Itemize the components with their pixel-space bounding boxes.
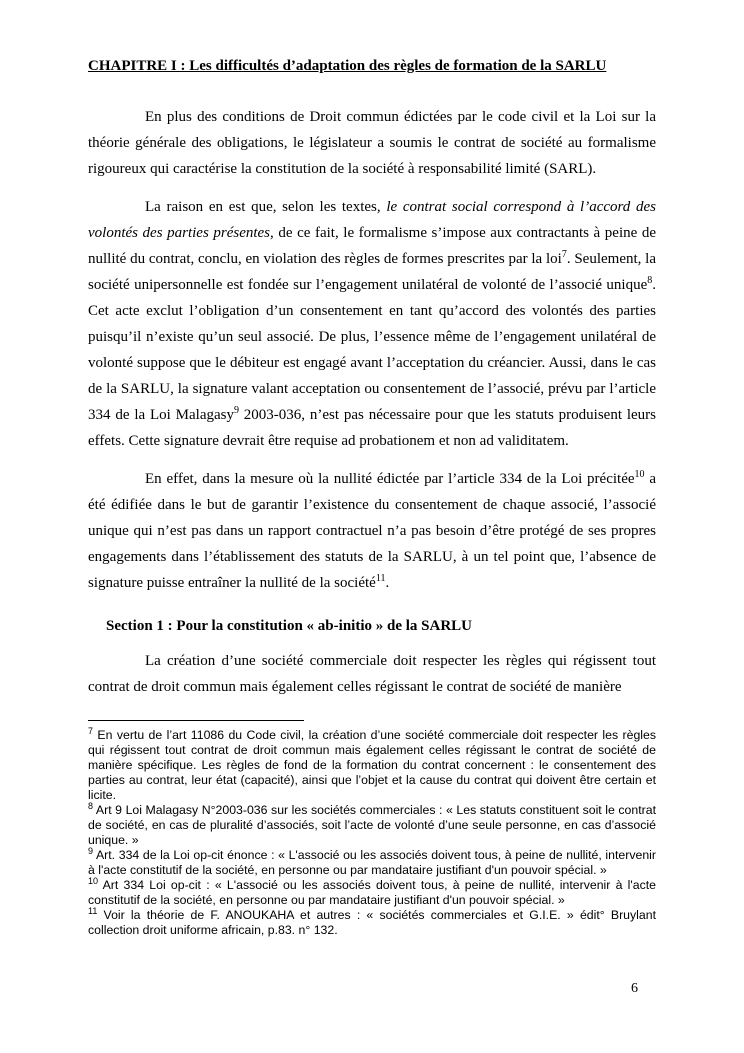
footnote-ref-10: 10 [634,469,645,480]
text-run: La raison en est que, selon les textes, [145,199,387,215]
footnote-ref-9: 9 [233,405,239,416]
section-title: Section 1 : Pour la constitution « ab-initio » de la SARLU [106,618,472,634]
footnote-ref-7: 7 [561,249,567,260]
text-run: . Seulement, la société unipersonnelle est fondée sur l’engagement unilatéral de volonté de l’associé unique [88,251,656,293]
paragraph [88,466,656,596]
footnote-separator [88,720,304,721]
text-run: La création d’une société commerciale doit respecter les règles qui régissent tout contrat de droit commun mais également celles régissant le contrat de société de manière [88,653,656,695]
text-run: En effet, dans la mesure où la nullité édictée par l’article 334 de la Loi précitée [145,471,635,487]
text-run-italic: le contrat social correspond à l’accord des volontés des parties présentes [88,199,656,241]
chapter-title: CHAPITRE I : Les difficultés d’adaptation des règles de formation de la SARLU [88,58,607,74]
page-number: 6 [631,981,638,996]
footnote-text: Art 9 Loi Malagasy N°2003-036 sur les sociétés commerciales : « Les statuts constituent soit le contrat de société, en cas de pluralité d’associés, soit l’acte de volonté d’une seule personne, en cas d’associé unique. » [88,803,656,847]
text-run: . [385,575,390,591]
footnote [88,875,656,908]
footnote-number: 9 [88,845,94,856]
footnote-number: 10 [88,875,99,886]
text-run: , de ce fait, le formalisme s’impose aux contractants à peine de nullité du contrat, conclu, en violation des règles de formes prescrites par la loi [88,225,657,267]
footnote-text: Art 334 Loi op-cit : « L'associé ou les associés doivent tous, à peine de nullité, intervenir à l'acte constitutif de la société, en personne ou par mandataire justifiant d'un pouvoir spécial. » [88,878,656,907]
footnote-number: 11 [88,905,98,916]
paragraph [88,104,656,182]
footnote [88,800,656,848]
footnotes-section [88,720,656,938]
footnote [88,725,656,803]
footnote-text: Voir la théorie de F. ANOUKAHA et autres : « sociétés commerciales et G.I.E. » édit° Bruylant collection droit uniforme africain, p.83. n° 132. [88,908,656,937]
footnote [88,845,656,878]
text-run: En plus des conditions de Droit commun édictées par le code civil et la Loi sur la théorie générale des obligations, le législateur a soumis le contrat de société au formalisme rigoureux qui caractérise la constitution de la société à responsabilité limité (SARL). [88,109,656,177]
text-run: a été édifiée dans le but de garantir l’existence du consentement de chaque associé, l’associé unique qui n’est pas dans un rapport contractuel n’a pas besoin d’être protégé de ses propres engagements dans l’établissement des statuts de la SARLU, à un tel point que, l’absence de signature puisse entraîner la nullité de la société [88,471,656,591]
footnote-number: 7 [88,725,94,736]
footnote-ref-11: 11 [375,573,386,584]
footnote [88,905,656,938]
paragraph [88,648,656,700]
text-run: 2003-036, n’est pas nécessaire pour que les statuts produisent leurs effets. Cette signature devrait être requise ad probationem et non ad validitatem. [88,407,656,449]
footnote-ref-8: 8 [647,275,653,286]
footnote-text: En vertu de l’art 11086 du Code civil, la création d’une société commerciale doit respecter les règles qui régissent tout contrat de droit commun mais également celles régissant le contrat de société de manière spécifique. Les règles de fond de la formation du contrat concernent : le consentement des parties au contrat, leur état (capacité), ainsi que l’objet et la cause du contrat qui doivent être certain et licite. [88,728,656,802]
footnote-text: Art. 334 de la Loi op-cit énonce : « L'associé ou les associés doivent tous, à peine de nullité, intervenir à l'acte constitutif de la société, en personne ou par mandataire justifiant d'un pouvoir spécial. » [88,848,656,877]
text-run: . Cet acte exclut l’obligation d’un consentement en tant qu’accord des volontés des parties puisqu’il n’existe qu’un seul associé. De plus, l’essence même de l’engagement unilatéral de volonté suppose que le débiteur est engagé avant l’acceptation du créancier. Aussi, dans le cas de la SARLU, la signature valant acceptation ou consentement de l’associé, prévu par l’article 334 de la Loi Malagasy [88,277,656,423]
footnote-number: 8 [88,800,94,811]
paragraph [88,194,656,454]
